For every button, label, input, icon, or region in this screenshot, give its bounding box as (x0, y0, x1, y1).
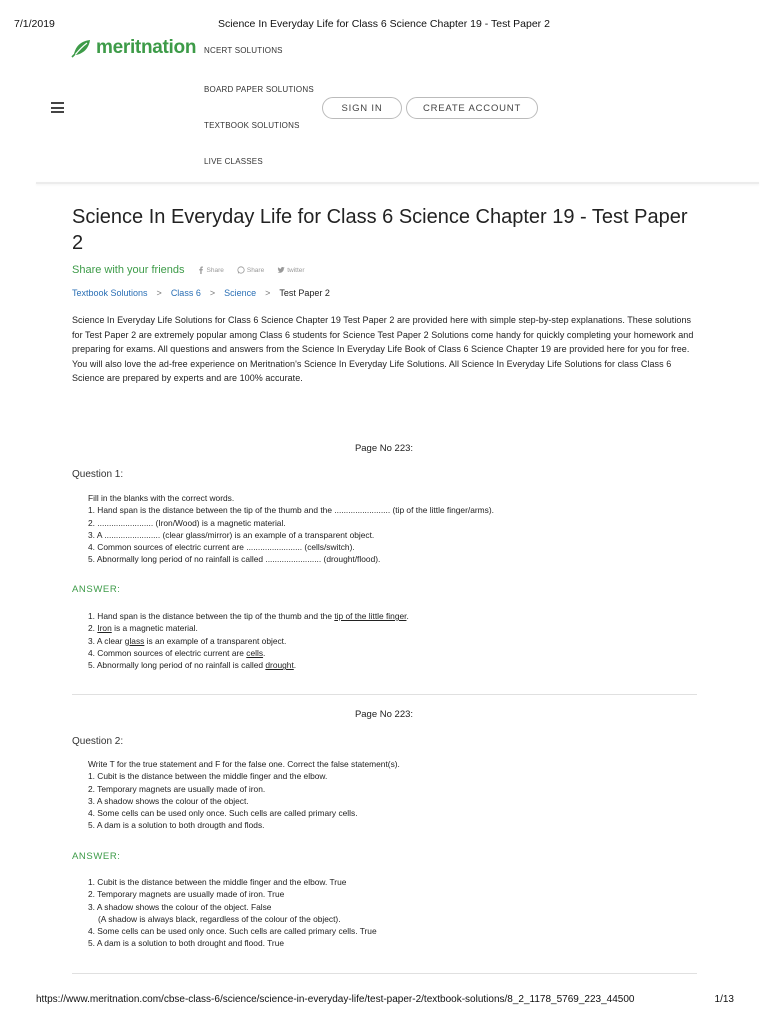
q2-answer-item: 2. Temporary magnets are usually made of iron. True (88, 889, 285, 900)
sign-in-button[interactable]: SIGN IN (322, 97, 402, 119)
q2-item: 3. A shadow shows the colour of the object. (88, 795, 249, 806)
nav-board-paper-solutions[interactable]: BOARD PAPER SOLUTIONS (204, 85, 314, 94)
nav-ncert-solutions[interactable]: NCERT SOLUTIONS (204, 46, 283, 55)
chevron-right-icon: > (156, 288, 162, 298)
section-divider (72, 973, 697, 974)
q1-item: 5. Abnormally long period of no rainfall is called ........................ (drought/flood). (88, 554, 381, 565)
q1-question (88, 492, 494, 566)
chevron-right-icon: > (265, 288, 271, 298)
share-facebook[interactable] (197, 266, 224, 274)
answer-word: drought (265, 660, 294, 671)
q2-item: 5. A dam is a solution to both drougth and flods. (88, 820, 265, 831)
breadcrumb-science[interactable]: Science (224, 288, 257, 298)
q1-item: 1. Hand span is the distance between the tip of the thumb and the ........................ (tip of the little finger/arms). (88, 505, 494, 516)
q2-item: 4. Some cells can be used only once. Such cells are called primary cells. (88, 808, 358, 819)
facebook-icon (197, 266, 205, 274)
breadcrumb (72, 288, 330, 298)
q1-answer-item: 1. Hand span is the distance between the tip of the thumb and the tip of the little finger. (88, 611, 409, 621)
hamburger-icon[interactable] (51, 102, 64, 113)
q2-instruction: Write T for the true statement and F for the false one. Correct the false statement(s). (88, 759, 400, 769)
header-divider (36, 182, 759, 184)
q2-answer-item: 5. A dam is a solution to both drought and flood. True (88, 938, 285, 949)
q1-item: 2. ........................ (Iron/Wood) is a magnetic material. (88, 517, 286, 528)
create-account-button[interactable]: CREATE ACCOUNT (406, 97, 538, 119)
share-row (72, 264, 318, 276)
breadcrumb-textbook-solutions[interactable]: Textbook Solutions (72, 288, 148, 298)
answer-word: cells (246, 647, 264, 658)
share-twitter-label: twitter (287, 266, 305, 274)
answer-word: Iron (97, 623, 112, 634)
q1-answer-item: 2. Iron is a magnetic material. (88, 623, 198, 634)
q1-instruction: Fill in the blanks with the correct words. (88, 493, 235, 503)
q2-answer-item: 1. Cubit is the distance between the middle finger and the elbow. True (88, 877, 347, 887)
print-title: Science In Everyday Life for Class 6 Science Chapter 19 - Test Paper 2 (218, 18, 550, 30)
q1-label: Question 1: (72, 469, 124, 480)
print-page-number: 1/13 (714, 994, 734, 1005)
print-date: 7/1/2019 (14, 18, 55, 30)
share-whatsapp[interactable] (237, 266, 264, 274)
logo-text: meritnation (96, 37, 197, 58)
meritnation-logo[interactable] (70, 36, 196, 60)
q2-item: 1. Cubit is the distance between the middle finger and the elbow. (88, 771, 328, 782)
q2-page-number: Page No 223: (354, 709, 414, 720)
q1-answers (88, 610, 409, 671)
share-whatsapp-label: Share (246, 266, 265, 274)
q1-answer-item: 5. Abnormally long period of no rainfall is called drought. (88, 660, 297, 671)
q2-answer-label: ANSWER: (72, 851, 121, 862)
page-title: Science In Everyday Life for Class 6 Science Chapter 19 - Test Paper 2 (72, 206, 688, 254)
q2-label: Question 2: (72, 736, 124, 747)
nav-textbook-solutions[interactable]: TEXTBOOK SOLUTIONS (204, 121, 300, 130)
q2-answer-note: (A shadow is always black, regardless of the colour of the object). (98, 913, 341, 924)
q1-answer-item: 3. A clear glass is an example of a transparent object. (88, 635, 287, 646)
q2-answers (88, 876, 377, 950)
q1-item: 3. A ........................ (clear glass/mirror) is an example of a transparent object. (88, 529, 375, 540)
intro-paragraph: Science In Everyday Life Solutions for Class 6 Science Chapter 19 Test Paper 2 are provided here with simple step-by-step explanations. These solutions for Test Paper 2 are extremely popular among Class 6 students for Science Test Paper 2 Solutions come handy for quickly completing your homework and preparing for exams. All questions and answers from the Science In Everyday Life Book of Class 6 Science Chapter 19 are provided here for you for free. You will also love the ad-free experience on Meritnation's Science In Everyday Life Solutions. All Science In Everyday Life Solutions for class Class 6 Science are prepared by experts and are 100% accurate. (72, 315, 694, 384)
q2-item: 2. Temporary magnets are usually made of iron. (88, 783, 266, 794)
answer-word: glass (124, 635, 145, 646)
twitter-icon (277, 266, 285, 274)
breadcrumb-class-6[interactable]: Class 6 (170, 288, 201, 298)
nav-live-classes[interactable]: LIVE CLASSES (204, 157, 263, 166)
q2-answer-item: 4. Some cells can be used only once. Such cells are called primary cells. True (88, 926, 377, 937)
chevron-right-icon: > (209, 288, 216, 298)
q1-page-number: Page No 223: (354, 443, 414, 454)
section-divider (72, 694, 697, 695)
q2-answer-item: 3. A shadow shows the colour of the object. False (88, 901, 272, 912)
q1-item: 4. Common sources of electric current are ........................ (cells/switch). (88, 542, 355, 553)
whatsapp-icon (237, 266, 245, 274)
answer-word: tip of the little finger (334, 611, 407, 621)
share-facebook-label: Share (206, 266, 224, 274)
share-label: Share with your friends (72, 264, 185, 276)
share-twitter[interactable] (277, 266, 304, 274)
print-header (0, 18, 768, 32)
leaf-logo-icon (70, 36, 94, 60)
print-url: https://www.meritnation.com/cbse-class-6/science/science-in-everyday-life/test-paper-2/textbook-solutions/8_2_1178_5769_223_44500 (36, 994, 635, 1005)
breadcrumb-current: Test Paper 2 (279, 288, 330, 298)
q1-answer-item: 4. Common sources of electric current are cells. (88, 647, 266, 658)
q1-answer-label: ANSWER: (72, 584, 121, 595)
q2-question (88, 758, 400, 832)
